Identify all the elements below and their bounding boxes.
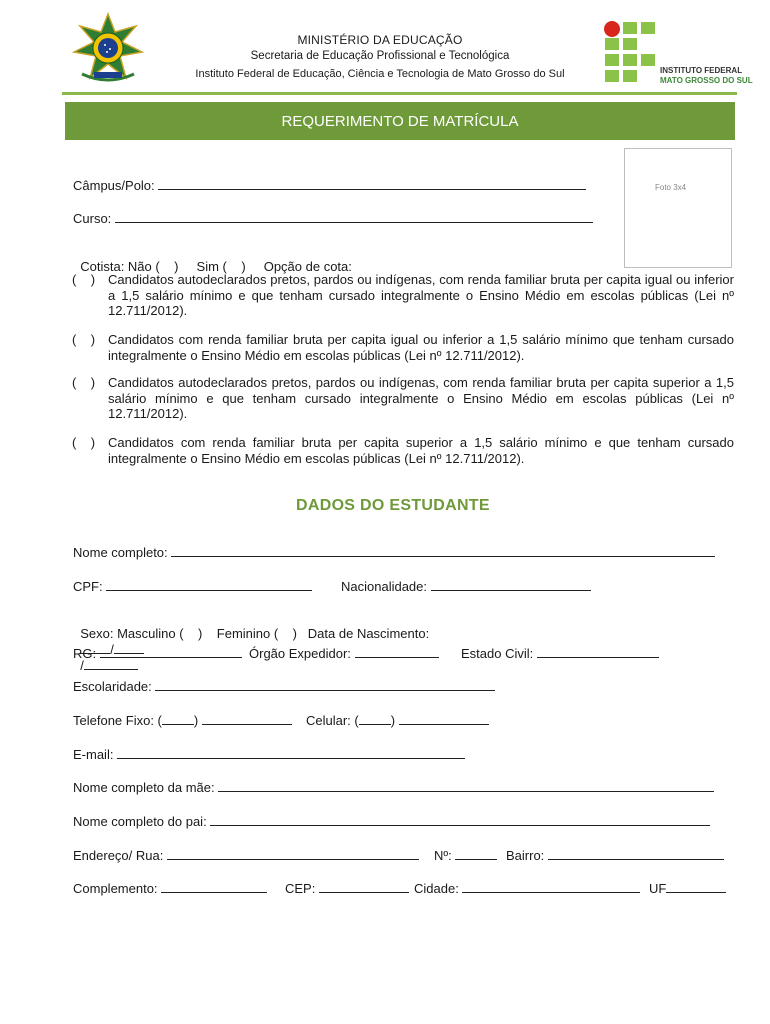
telefone-paren-close: ) — [193, 713, 199, 728]
header-ministry: MINISTÉRIO DA EDUCAÇÃO — [297, 33, 463, 47]
ifms-logo-line1: INSTITUTO FEDERAL — [660, 66, 743, 75]
estado-civil-label: Estado Civil: — [461, 646, 534, 661]
endereco-input-line[interactable] — [167, 847, 419, 860]
cota-option-1-checkbox[interactable]: ( ) — [72, 272, 96, 287]
photo-box — [624, 148, 732, 268]
celular-label: Celular: ( — [306, 713, 359, 728]
escolaridade-field — [73, 678, 495, 694]
bairro-input-line[interactable] — [548, 847, 724, 860]
nacionalidade-field — [341, 578, 591, 594]
campus-field — [73, 177, 586, 193]
nome-label: Nome completo: — [73, 545, 168, 560]
telefone-field — [73, 712, 292, 728]
endereco-field — [73, 847, 419, 863]
cep-field — [285, 880, 409, 896]
cota-option-4 — [72, 435, 734, 466]
email-input-line[interactable] — [117, 746, 465, 759]
endereco-label: Endereço/ Rua: — [73, 848, 164, 863]
header-secretariat: Secretaria de Educação Profissional e Tecnológica — [250, 50, 510, 62]
cota-option-3 — [72, 375, 734, 422]
pai-label: Nome completo do pai: — [73, 814, 207, 829]
cidade-input-line[interactable] — [462, 880, 640, 893]
mae-label: Nome completo da mãe: — [73, 780, 215, 795]
campus-input-line[interactable] — [158, 177, 586, 190]
nacionalidade-input-line[interactable] — [431, 578, 591, 591]
celular-input-line[interactable] — [399, 712, 489, 725]
cota-option-2 — [72, 332, 734, 363]
brasao-coat-of-arms-icon — [70, 12, 146, 86]
nacionalidade-label: Nacionalidade: — [341, 579, 428, 594]
sexo-field — [73, 611, 429, 673]
telefone-ddd-line[interactable] — [162, 712, 194, 725]
cotista-label: Cotista: Não ( ) Sim ( ) Opção de cota: — [80, 259, 352, 274]
mae-input-line[interactable] — [218, 779, 714, 792]
pai-input-line[interactable] — [210, 813, 710, 826]
form-title-bar — [65, 102, 735, 140]
rg-field — [73, 645, 242, 661]
cota-option-2-text: Candidatos com renda familiar bruta per capita igual ou inferior a 1,5 salário mínimo que tenham cursado integralmente o Ensino Médio em escolas públicas (Lei nº 12.711/2012). — [108, 332, 734, 363]
telefone-input-line[interactable] — [202, 712, 292, 725]
telefone-label: Telefone Fixo: ( — [73, 713, 162, 728]
cpf-field — [73, 578, 312, 594]
nome-field — [73, 544, 715, 560]
complemento-input-line[interactable] — [161, 880, 267, 893]
bairro-label: Bairro: — [506, 848, 545, 863]
ifms-logo-line2: MATO GROSSO DO SUL — [660, 76, 753, 85]
email-field — [73, 746, 465, 762]
cota-option-3-text: Candidatos autodeclarados pretos, pardos ou indígenas, com renda familiar bruta per capita superior a 1,5 salário mínimo e que tenham cursado integralmente o Ensino Médio em escolas públicas (Lei nº 12.711/2012). — [108, 375, 734, 421]
curso-field — [73, 210, 593, 226]
celular-field — [306, 712, 489, 728]
cotista-field — [73, 244, 352, 274]
cota-option-2-checkbox[interactable]: ( ) — [72, 332, 96, 347]
cota-option-3-checkbox[interactable]: ( ) — [72, 375, 96, 390]
ifms-logo-icon — [603, 20, 659, 84]
section-title-student: DADOS DO ESTUDANTE — [296, 497, 490, 514]
date-separator-1: / — [110, 642, 114, 657]
cota-option-4-checkbox[interactable]: ( ) — [72, 435, 96, 450]
pai-field — [73, 813, 710, 829]
cota-option-4-text: Candidatos com renda familiar bruta per capita superior a 1,5 salário mínimo e que tenham cursado integralmente o Ensino Médio em escolas públicas (Lei nº 12.711/2012). — [108, 435, 734, 466]
uf-label: UF — [649, 881, 667, 896]
uf-field — [649, 880, 726, 896]
mae-field — [73, 779, 714, 795]
uf-input-line[interactable] — [666, 880, 726, 893]
numero-field — [434, 847, 497, 863]
header-institute: Instituto Federal de Educação, Ciência e Tecnologia de Mato Grosso do Sul — [195, 68, 565, 80]
escolaridade-label: Escolaridade: — [73, 679, 152, 694]
rg-label: RG: — [73, 646, 97, 661]
curso-label: Curso: — [73, 211, 112, 226]
numero-label: Nº: — [434, 848, 452, 863]
date-separator-2: / — [80, 658, 84, 673]
header-divider — [62, 92, 737, 95]
celular-ddd-line[interactable] — [359, 712, 391, 725]
escolaridade-input-line[interactable] — [155, 678, 495, 691]
email-label: E-mail: — [73, 747, 114, 762]
campus-label: Câmpus/Polo: — [73, 178, 155, 193]
estado-civil-input-line[interactable] — [537, 645, 659, 658]
cota-option-1-text: Candidatos autodeclarados pretos, pardos ou indígenas, com renda familiar bruta per capita igual ou inferior a 1,5 salário mínimo e que tenham cursado integralmente o Ensino Médio em escolas públicas (Lei nº 12.711/2012). — [108, 272, 734, 318]
numero-input-line[interactable] — [455, 847, 497, 860]
nome-input-line[interactable] — [171, 544, 715, 557]
orgao-label: Órgão Expedidor: — [249, 646, 351, 661]
cidade-field — [414, 880, 640, 896]
bairro-field — [506, 847, 724, 863]
photo-label: Foto 3x4 — [655, 183, 687, 192]
orgao-input-line[interactable] — [355, 645, 439, 658]
estado-civil-field — [461, 645, 659, 661]
rg-input-line[interactable] — [100, 645, 242, 658]
cpf-label: CPF: — [73, 579, 103, 594]
cota-option-1 — [72, 272, 734, 319]
orgao-field — [249, 645, 439, 661]
ifms-logo-text — [660, 66, 753, 86]
celular-paren-close: ) — [390, 713, 396, 728]
curso-input-line[interactable] — [115, 210, 593, 223]
form-title: REQUERIMENTO DE MATRÍCULA — [281, 112, 519, 130]
cpf-input-line[interactable] — [106, 578, 312, 591]
cep-input-line[interactable] — [319, 880, 409, 893]
cep-label: CEP: — [285, 881, 316, 896]
complemento-label: Complemento: — [73, 881, 158, 896]
sexo-label: Sexo: Masculino ( ) Feminino ( ) Data de Nascimento: — [80, 626, 430, 641]
cidade-label: Cidade: — [414, 881, 459, 896]
complemento-field — [73, 880, 267, 896]
